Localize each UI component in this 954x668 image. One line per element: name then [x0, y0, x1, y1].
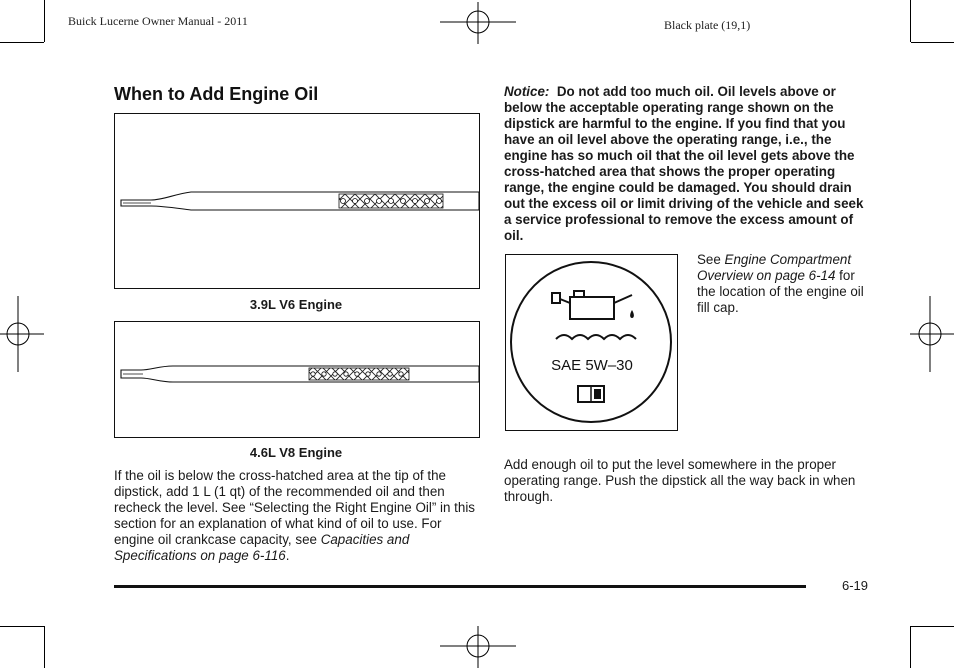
page-number: 6-19 — [842, 578, 869, 593]
crop-mark — [44, 0, 45, 42]
crop-mark — [910, 626, 911, 668]
crop-mark — [911, 626, 954, 627]
dipstick-v6-icon — [115, 114, 479, 288]
registration-mark-icon — [440, 2, 516, 44]
oil-spec-label: SAE 5W–30 — [551, 357, 633, 374]
capacities-link[interactable]: Capacities and Specifications on page 6-116 — [114, 532, 410, 563]
left-paragraph-text: If the oil is below the cross-hatched area at the tip of the dipstick, add 1 L (1 qt) of the recommended oil and then recheck the level. See “Selecting the Right Engine Oil” in this section for an explanation of what kind of oil to use. For engine oil crankcase capacity, see — [114, 468, 475, 547]
right-paragraph: Add enough oil to put the level somewhere in the proper operating range. Push the dipstick all the way back in when through. — [504, 457, 856, 504]
registration-mark-icon — [440, 626, 516, 668]
notice-text: Do not add too much oil. Oil levels above or below the acceptable operating range shown on the dipstick are harmful to the engine. If you find that you have an oil level above the operating range, i.e., the engine has so much oil that the oil level gets above the cross-hatched area that shows the proper operating range, the engine could be damaged. You should drain out the excess oil or limit driving of the vehicle and seek a service professional to remove the excess amount of oil. — [504, 84, 864, 243]
notice-label: Notice: — [504, 84, 550, 99]
dipstick-figure-v6 — [114, 113, 480, 289]
registration-mark-icon — [0, 296, 44, 372]
dipstick-figure-v8 — [114, 321, 480, 438]
crop-mark — [911, 42, 954, 43]
notice-paragraph — [504, 84, 872, 244]
section-title: When to Add Engine Oil — [114, 84, 319, 104]
manual-title: Buick Lucerne Owner Manual - 2011 — [68, 14, 248, 28]
see-paragraph — [697, 252, 869, 316]
figure-caption-v8: 4.6L V8 Engine — [249, 445, 343, 460]
plate-label: Black plate (19,1) — [664, 18, 751, 32]
crop-mark — [910, 0, 911, 42]
oil-cap-icon — [506, 255, 677, 430]
figure-caption-v6: 3.9L V6 Engine — [249, 297, 343, 312]
dipstick-v8-icon — [115, 322, 479, 437]
see-prefix: See — [697, 252, 725, 267]
crop-mark — [44, 626, 45, 668]
footer-rule — [114, 585, 806, 588]
registration-mark-icon — [910, 296, 954, 372]
engine-compartment-link[interactable]: Engine Compartment Overview on page 6-14 — [697, 252, 852, 283]
crop-mark — [0, 626, 44, 627]
oil-cap-figure — [505, 254, 678, 431]
crop-mark — [0, 42, 44, 43]
left-paragraph — [114, 468, 480, 564]
left-paragraph-end: . — [285, 548, 290, 563]
see-suffix: for the location of the engine oil fill cap. — [697, 268, 864, 315]
